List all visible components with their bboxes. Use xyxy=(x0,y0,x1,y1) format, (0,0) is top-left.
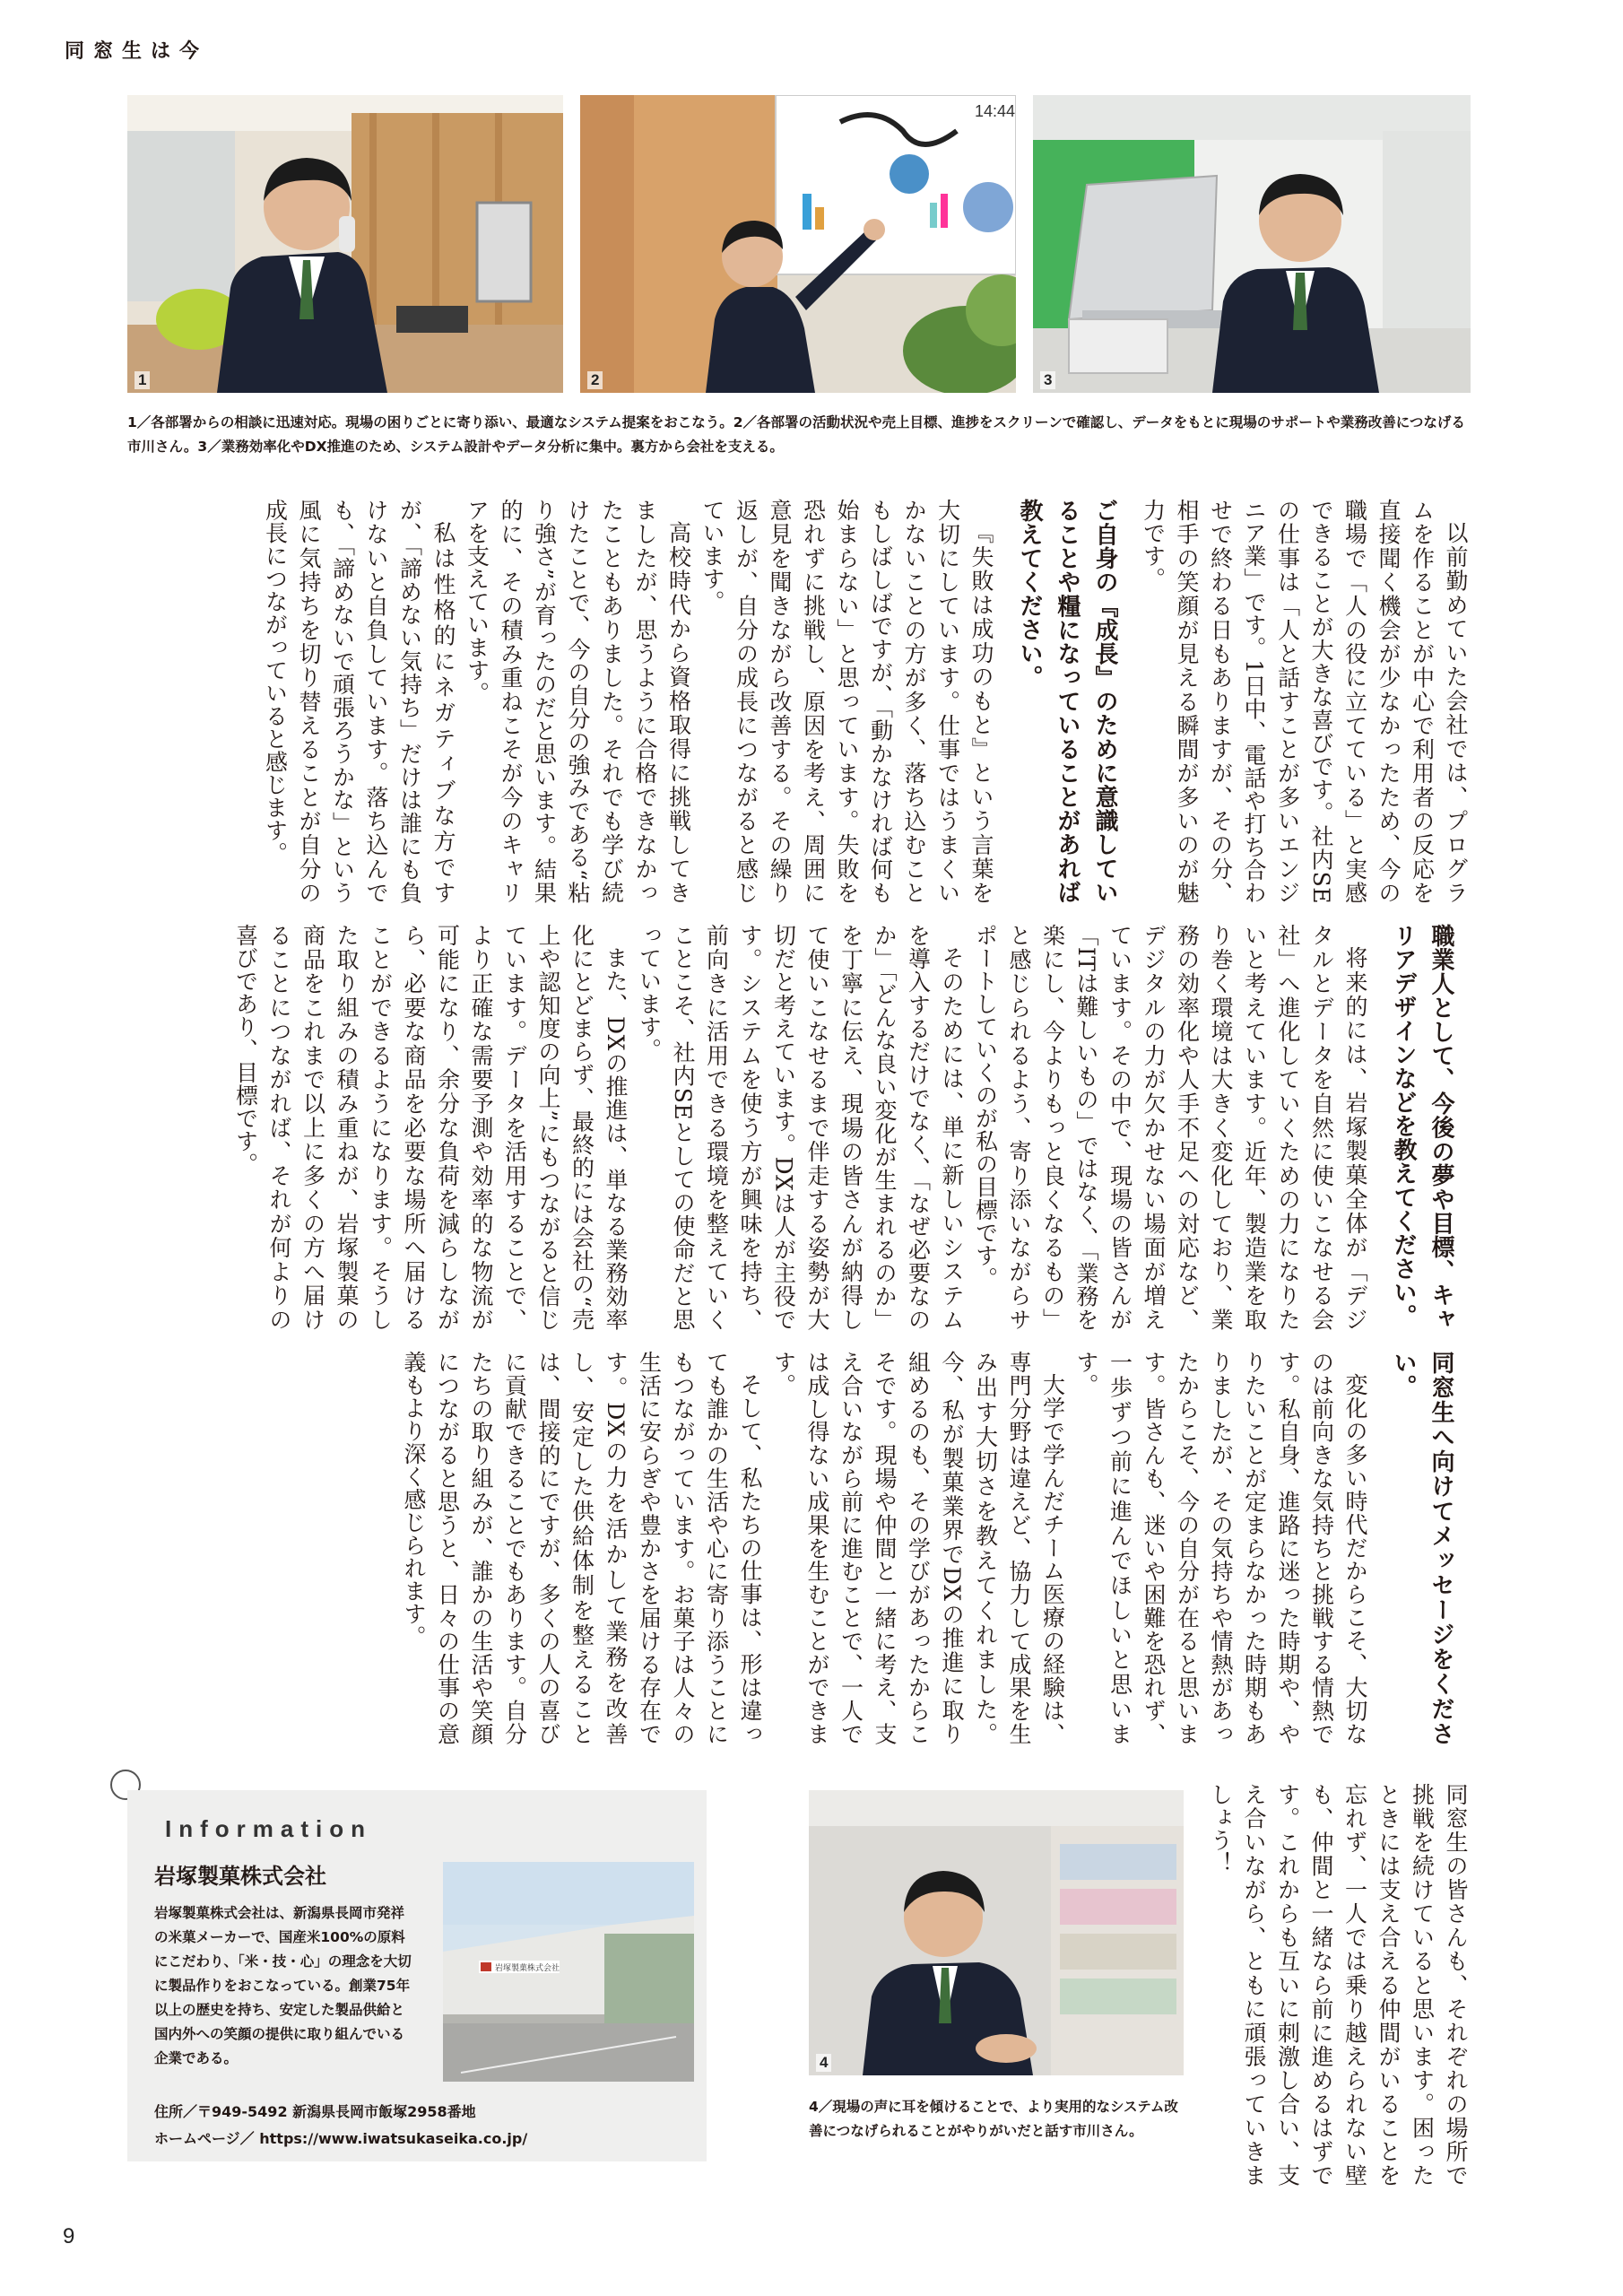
article-paragraph: 変化の多い時代だからこそ、大切なのは前向きな気持ちと挑戦する情熱です。私自身、進路に迷った時期や、やりたいことが定まらなかった時期もありましたが、その気持ちや情熱があったからこそ、今の自分が在ると思います。皆さんも、迷いや困難を恐れず、一歩ずつ前に進んでほしいと思います。 xyxy=(1073,1351,1368,1745)
article-paragraph: そして、私たちの仕事は、形は違っても誰かの生活や心に寄り添うことにもつながっています。お菓子は人々の生活に安らぎや豊かさを届ける存在です。DXの力を活かして業務を改善し、安定した供給体制を整えることは、間接的にですが、多くの人の喜びに貢献できることでもあります。自分たちの取り組みが、誰かの生活や笑顔につながると思うと、日々の仕事の意義もより深く感じられます。 xyxy=(401,1351,763,1746)
question-heading: ご自身の『成長』のために意識していることや糧になっていることがあれば教えてください。 xyxy=(1016,499,1118,904)
page-number: 9 xyxy=(63,2224,75,2248)
article-paragraph: 将来的には、岩塚製菓全体が「デジタルとデータを自然に使いこなせる会社」へ進化していくための力になりたいと考えています。近年、製造業を取り巻く環境は大きく変化しており、業務の効率化や人手不足への対応など、デジタルの力が欠かせない場面が増えています。その中で、現場の皆さんが「ITは難しいもの」ではなく、「業務を楽にし、今よりもっと良くなるもの」と感じられるよう、寄り添いながらサポートしていくのが私の目標です。 xyxy=(972,924,1368,1331)
building-sign-text: 岩塚製菓株式会社 xyxy=(495,1964,560,1973)
article-paragraph: 大学で学んだチーム医療の経験は、専門分野は違えど、協力して成果を生み出す大切さを教えてくれました。今、私が製菓業界でDXの推進に取り組めるのも、その学びがあったからこそです。現場や仲間と一緒に考え、支え合いながら前に進むことで、一人では成し得ない成果を生むことができます。 xyxy=(770,1351,1066,1745)
article-paragraph: 『失敗は成功のもと』という言葉を大切にしています。仕事ではうまくいかないことの方が多く、落ち込むこともしばしばですが、「動かなければ何も始まらない」と思っています。失敗を恐れずに挑戦し、原因を考え、周囲に意見を聞きながら改善する。その繰り返しが、自分の成長につながると感じています。 xyxy=(699,499,994,904)
article-upper-block xyxy=(127,499,1472,904)
article-paragraph: そのためには、単に新しいシステムを導入するだけでなく、「なぜ必要なのか」「どんな良い変化が生まれるのか」を丁寧に伝え、現場の皆さんが納得して使いこなせるまで伴走する姿勢が大切だと考えています。DXは人が主役です。システムを使う方が興味を持ち、前向きに活用できる環境を整えていくことこそ、社内SEとしての使命だと思っています。 xyxy=(636,924,965,1331)
article-paragraph: 私は性格的にネガティブな方ですが、「諦めない気持ち」だけは誰にも負けないと自負しています。落ち込んでも、「諦めないで頑張ろうかな」という風に気持ちを切り替えることが自分の成長につながっていると感じます。 xyxy=(262,499,456,904)
company-description: 岩塚製菓株式会社は、新潟県長岡市発祥の米菓メーカーで、国産米100%の原料にこだわり、「米・技・心」の理念を大切に製品作りをおこなっている。創業75年以上の歴史を持ち、安定した製品供給と国内外への笑顔の提供に取り組んでいる企業である。 xyxy=(154,1905,412,2066)
information-box xyxy=(127,1790,707,2161)
company-building-photo xyxy=(443,1862,694,2082)
article-paragraph: また、DXの推進は、単なる業務効率化にとどまらず、最終的には会社の“売上や認知度の向上”にもつながると信じています。データを活用することで、より正確な需要予測や効率的な物流が可能になり、余分な負荷を減らしながら、必要な商品を必要な場所へ届けることができるようになります。そうした取り組みの積み重ねが、岩塚製菓の商品をこれまで以上に多くの方へ届けることにつながれば、それが何よりの喜びであり、目標です。 xyxy=(232,924,629,1331)
article-paragraph: 高校時代から資格取得に挑戦してきましたが、思うように合格できなかったこともありました。それでも学び続けたことで、今の自分の強みである“粘り強さ”が育ったのだと思います。結果的に、その積み重ねこそが今のキャリアを支えています。 xyxy=(464,499,692,904)
photo-3-image xyxy=(1033,95,1471,393)
information-title: Information xyxy=(165,1815,372,1842)
company-contact xyxy=(154,2099,692,2152)
question-heading: 同窓生へ向けてメッセージをください。 xyxy=(1390,1351,1454,1745)
company-name: 岩塚製菓株式会社 xyxy=(154,1864,326,1889)
company-homepage-link[interactable]: ホームページ／ https://www.iwatsukaseika.co.jp/ xyxy=(154,2130,528,2147)
photo-number: 1 xyxy=(135,371,150,389)
photo-2 xyxy=(580,95,1016,393)
article-closing-block xyxy=(1193,1783,1472,2187)
photo-3 xyxy=(1033,95,1471,393)
article-paragraph: 同窓生の皆さんも、それぞれの場所で挑戦を続けていると思います。困ったときには支え合える仲間がいることを忘れず、一人では乗り越えられない壁も、仲間と一緒なら前に進めるはずです。これからも互いに刺激し合い、支え合いながら、ともに頑張っていきましょう！ xyxy=(1207,1783,1469,2187)
photo-4 xyxy=(809,1790,1184,2075)
question-heading: 職業人として、今後の夢や目標、キャリアデザインなどを教えてください。 xyxy=(1390,924,1454,1331)
photo-4-image xyxy=(809,1790,1184,2075)
company-address: 住所／〒949-5492 新潟県長岡市飯塚2958番地 xyxy=(154,2103,476,2120)
photo-1 xyxy=(127,95,563,393)
photo-1-image xyxy=(127,95,563,393)
photo-number: 4 xyxy=(816,2054,831,2072)
article-lower-block xyxy=(127,1351,1472,1745)
section-label: 同窓生は今 xyxy=(65,40,209,63)
photo-number: 3 xyxy=(1040,371,1055,389)
article-paragraph: 以前勤めていた会社では、プログラムを作ることが中心で利用者の反応を直接聞く機会が少なかったため、今の職場で「人の役に立てている」と実感できることが大きな喜びです。社内SEの仕事は「人と話すことが多いエンジニア業」です。1日中、電話や打ち合わせで終わる日もありますが、その分、相手の笑顔が見える瞬間が多いのが魅力です。 xyxy=(1140,499,1469,904)
photo-caption-top: 1／各部署からの相談に迅速対応。現場の困りごとに寄り添い、最適なシステム提案をおこなう。2／各部署の活動状況や売上目標、進捗をスクリーンで確認し、データをもとに現場のサポートや業務改善につなげる市川さん。3／業務効率化やDX推進のため、システム設計やデータ分析に集中。裏方から会社を支える。 xyxy=(127,414,1465,455)
article-middle-block xyxy=(127,924,1472,1331)
photo-number: 2 xyxy=(587,371,603,389)
photo2-clock-text: 14:44 xyxy=(975,102,1016,120)
photo-2-image xyxy=(580,95,1016,393)
photo-caption-4: 4／現場の声に耳を傾けることで、より実用的なシステム改善につなげられることがやりがいだと話す市川さん。 xyxy=(809,2099,1178,2139)
